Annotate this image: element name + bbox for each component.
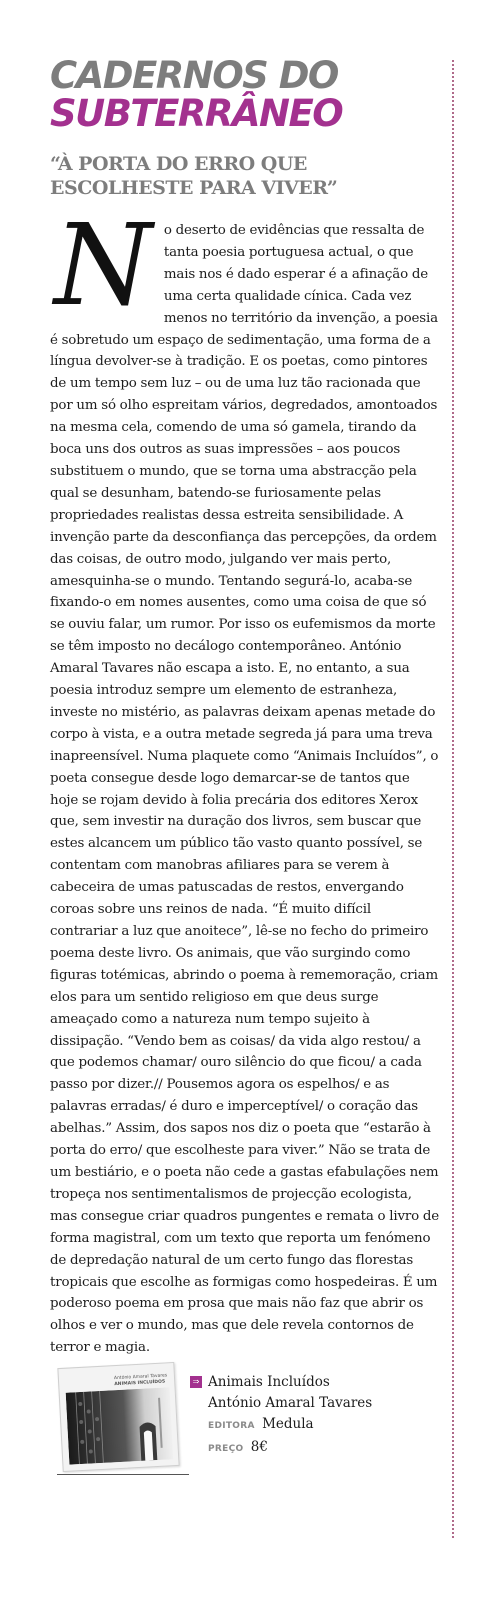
book-info-lines [208,1372,443,1460]
article-body [50,201,440,1359]
section-title-line1: CADERNOS DO [50,54,338,97]
publisher-row [208,1414,443,1437]
vertical-dotted-divider [452,60,454,1538]
cover-photo [66,1387,174,1464]
book-baseline [57,1474,189,1475]
book-title: Animais Incluídos [208,1374,330,1390]
book-author: António Amaral Tavares [208,1395,373,1411]
book-cover [57,1362,179,1472]
drop-cap: N [54,201,152,331]
publisher-label: EDITORA [208,1421,255,1431]
article-column [50,54,440,1359]
publisher-value: Medula [262,1416,314,1432]
section-title-line2: SUBTERRÂNEO [50,92,343,135]
arrow-bullet-icon: ⇒ [190,1376,202,1388]
cover-title: ANIMAIS INCLUÍDOS [114,1379,166,1388]
article-body-text: o deserto de evidências que ressalta de tanta poesia portuguesa actual, o que mais nos é dado esperar é a afinação de uma certa qualidade cínica. Cada vez menos no território da invenção, a poesia é sobretudo um espaço de sedimentação, uma forma de a língua devolver-se à tradição. E os poetas, como pintores de um tempo sem luz – ou de uma luz tão racionada que por um só olho espreitam vários, degredados, amontoados na mesma cela, comendo de uma só gamela, tirando da boca uns dos outros as suas impressões – aos poucos substituem o mundo, que se torna uma abstracção pela qual se desunham, batendo-se furiosamente pelas propriedades realistas dessa estreita sensibilidade. A invenção parte da desconfiança das percepções, da ordem das coisas, de outro modo, julgando ver mais perto, amesquinha-se o mundo. Tentando segurá-lo, acaba-se fixando-o em nomes ausentes, como uma coisa de que só se ouviu falar, um rumor. Por isso os eufemismos da morte se têm imposto no decálogo contemporâneo. António Amaral Tavares não escapa a isto. E, no entanto, a sua poesia introduz sempre um elemento de estranheza, investe no mistério, as palavras deixam apenas metade do corpo à vista, e a outra metade segreda já para uma treva inapreensível. Numa plaquete como “Animais Incluídos”, o poeta consegue desde logo demarcar-se de tantos que hoje se rojam devido à folia precária dos editores Xerox que, sem investir na duração dos livros, sem buscar que estes alcancem um público tão vasto quanto possível, se contentam com manobras afiliares para se verem à cabeceira de umas patuscadas de restos, envergando coroas sobre uns reinos de nada. “É muito difícil contrariar a luz que anoitece”, lê-se no fecho do primeiro poema deste livro. Os animais, que vão surgindo como figuras totémicas, abrindo o poema à rememoração, criam elos para um sentido religioso em que deus surge ameaçado como a natureza num tempo sujeito à dissipação. “Vendo bem as coisas/ da vida algo restou/ a que podemos chamar/ ouro silêncio do que ficou/ a cada passo por dizer.// Pousemos agora os espelhos/ e as palavras erradas/ é duro e imperceptível/ o coração das abelhas.” Assim, dos sapos nos diz o poeta que “estarão à porta do erro/ que escolheste para viver.” Não se trata de um bestiário, e o poeta não cede a gastas efabulações nem tropeça nos sentimentalismos de projecção ecologista, mas consegue criar quadros pungentes e remata o livro de forma magistral, com um texto que reporta um fenómeno de depredação natural de um certo fungo das florestas tropicais que escolhe as formigas como hospedeiras. É um poderoso poema em prosa que mais não faz que abrir os olhos e ver o mundo, mas que dele revela contornos de terror e magia. [50,223,440,1356]
section-title [50,54,440,135]
price-label: PREÇO [208,1444,244,1454]
book-cover-image [55,1363,190,1473]
price-row [208,1437,443,1460]
price-value: 8€ [250,1439,268,1455]
cover-author: António Amaral Tavares [113,1373,168,1382]
article-headline: “À PORTA DO ERRO QUE ESCOLHESTE PARA VIVER” [50,153,338,199]
